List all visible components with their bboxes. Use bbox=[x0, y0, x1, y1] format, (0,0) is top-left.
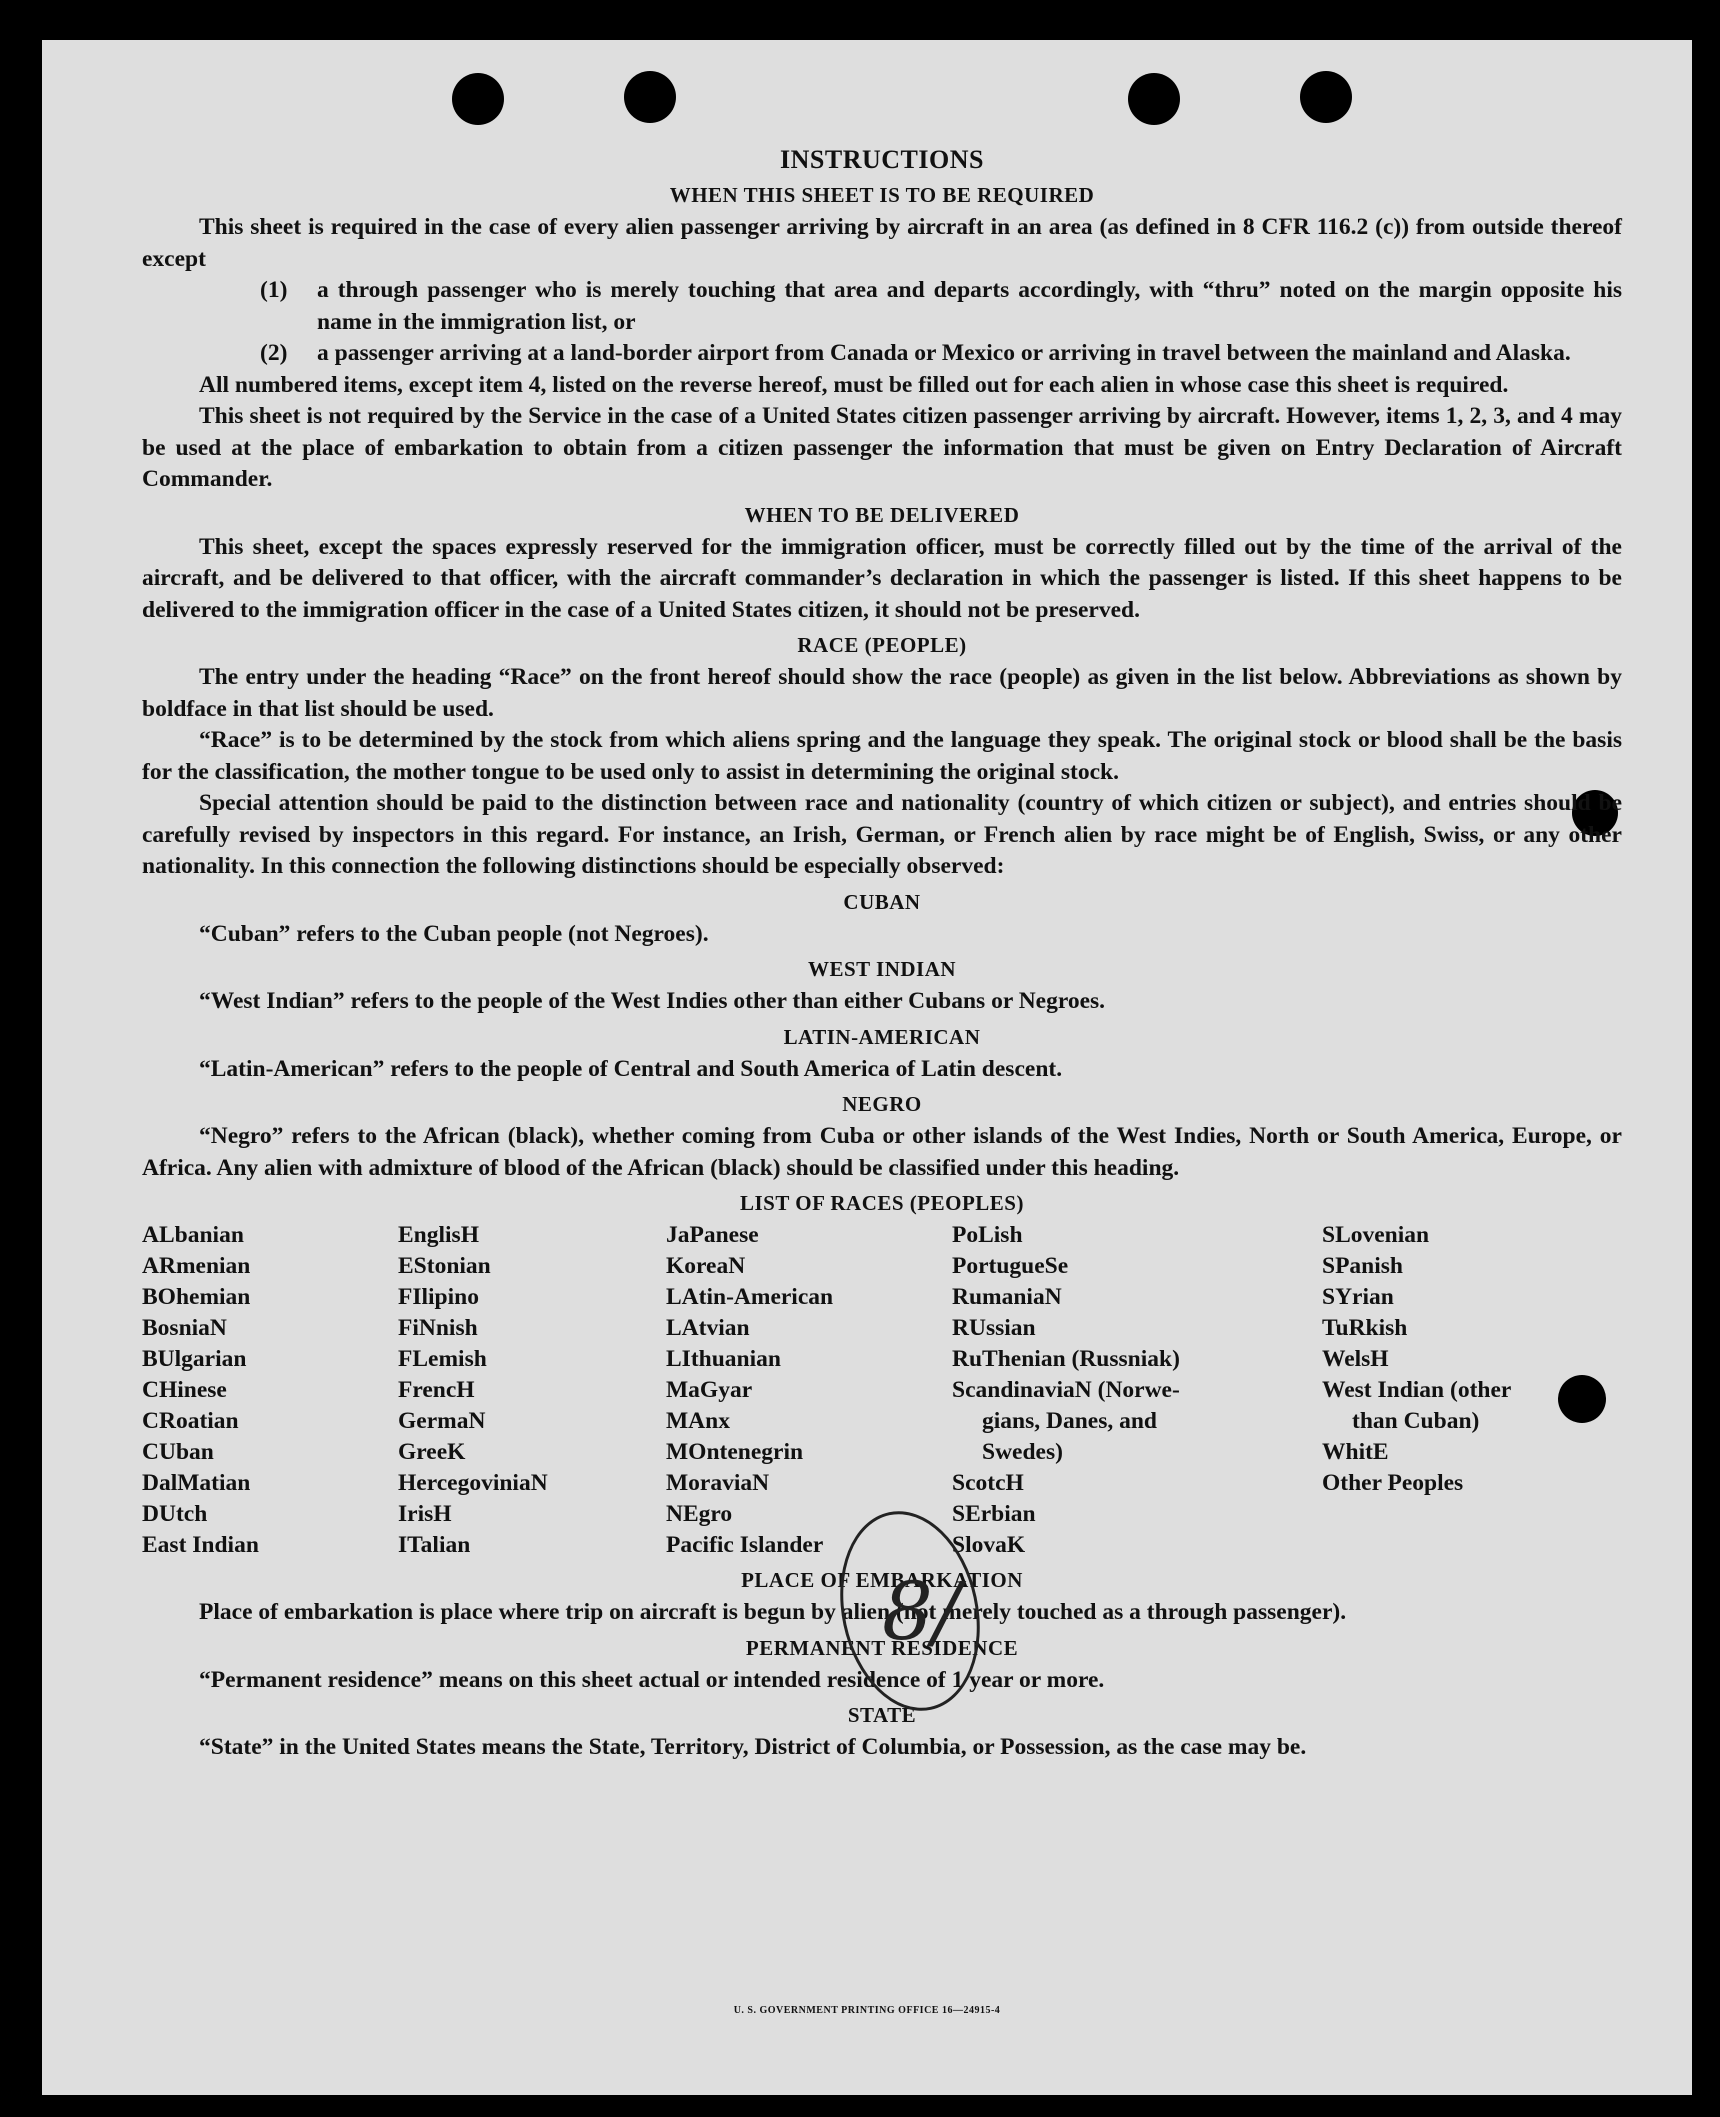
race-entry: MaGyar bbox=[666, 1377, 753, 1403]
document-page bbox=[42, 40, 1692, 2095]
race-entry: NEgro bbox=[666, 1501, 733, 1527]
punch-hole bbox=[1300, 71, 1352, 123]
race-entry: ITalian bbox=[398, 1532, 471, 1558]
paragraph: This sheet is required in the case of every alien passenger arriving by aircraft in an area (as defined in 8 CFR 116.2 (c)) from outside thereof except bbox=[142, 214, 1622, 272]
section-heading: WHEN THIS SHEET IS TO BE REQUIRED bbox=[669, 183, 1095, 207]
race-entry: Other Peoples bbox=[1322, 1470, 1464, 1496]
paragraph: “West Indian” refers to the people of the West Indies other than either Cubans or Negroes. bbox=[199, 988, 1106, 1014]
section-heading: WEST INDIAN bbox=[807, 957, 957, 981]
race-entry: LAtvian bbox=[666, 1315, 750, 1341]
race-entry: FiNnish bbox=[398, 1315, 478, 1341]
paragraph: “Race” is to be determined by the stock from which aliens spring and the language they speak. The original stock or blood shall be the basis for the classification, the mother tongue to be used only to assist in determining the original stock. bbox=[142, 727, 1622, 785]
race-column bbox=[952, 1220, 1322, 1561]
race-entry: WhitE bbox=[1322, 1439, 1389, 1465]
race-entry: ScotcH bbox=[952, 1470, 1024, 1496]
race-list bbox=[142, 1220, 1622, 1561]
paragraph: “State” in the United States means the State, Territory, District of Columbia, or Possession, as the case may be. bbox=[199, 1734, 1307, 1760]
race-entry: IrisH bbox=[398, 1501, 452, 1527]
paragraph: “Cuban” refers to the Cuban people (not Negroes). bbox=[199, 920, 709, 947]
race-entry: CRoatian bbox=[142, 1408, 239, 1434]
race-entry: SlovaK bbox=[952, 1532, 1026, 1558]
printer-footer: U. S. GOVERNMENT PRINTING OFFICE 16—24915-4 bbox=[733, 2005, 1001, 2016]
list-item bbox=[260, 275, 1622, 338]
race-entry: BUlgarian bbox=[142, 1346, 247, 1372]
punch-hole bbox=[624, 71, 676, 123]
race-entry: TuRkish bbox=[1322, 1315, 1408, 1341]
paragraph: The entry under the heading “Race” on the front hereof should show the race (people) as given in the list below. Abbreviations as shown by boldface in that list should be used. bbox=[142, 664, 1622, 722]
race-entry: JaPanese bbox=[666, 1222, 759, 1248]
race-entry: gians, Danes, and bbox=[982, 1408, 1157, 1434]
race-entry: SLovenian bbox=[1322, 1222, 1430, 1248]
race-entry: LAtin-American bbox=[666, 1284, 834, 1310]
list-item bbox=[260, 338, 1622, 370]
race-entry: RUssian bbox=[952, 1315, 1036, 1341]
section-heading: NEGRO bbox=[842, 1092, 922, 1116]
race-entry: HercegoviniaN bbox=[398, 1470, 548, 1496]
race-entry: CUban bbox=[142, 1439, 214, 1465]
paragraph: All numbered items, except item 4, listed on the reverse hereof, must be filled out for each alien in whose case this sheet is required. bbox=[199, 371, 1509, 398]
page-title: INSTRUCTIONS bbox=[780, 145, 984, 174]
race-entry: EStonian bbox=[398, 1253, 491, 1279]
section-heading: PLACE OF EMBARKATION bbox=[741, 1568, 1023, 1592]
section-heading: WHEN TO BE DELIVERED bbox=[744, 502, 1020, 527]
paragraph: Place of embarkation is place where trip on aircraft is begun by alien (not merely touched as a through passenger). bbox=[199, 1599, 1347, 1625]
race-entry: GreeK bbox=[398, 1439, 466, 1465]
paragraph: “Permanent residence” means on this sheet actual or intended residence of 1 year or more. bbox=[199, 1666, 1105, 1693]
race-entry: PortugueSe bbox=[952, 1253, 1069, 1279]
race-entry: SErbian bbox=[952, 1501, 1036, 1527]
paragraph: Special attention should be paid to the distinction between race and nationality (country of which citizen or subject), and entries should be carefully revised by inspectors in this regard. For instance, an Irish, German, or French alien by race might be of English, Swiss, or any other nationality. In this connection the following distinctions should be especially observed: bbox=[142, 790, 1622, 879]
section-heading: LATIN-AMERICAN bbox=[783, 1024, 981, 1049]
section-heading: CUBAN bbox=[843, 889, 921, 914]
race-entry: MOntenegrin bbox=[666, 1439, 804, 1465]
race-entry: ALbanian bbox=[142, 1222, 244, 1248]
section-heading: PERMANENT RESIDENCE bbox=[745, 1635, 1019, 1660]
race-entry: MAnx bbox=[666, 1408, 730, 1434]
race-entry: Swedes) bbox=[982, 1439, 1063, 1465]
race-entry: CHinese bbox=[142, 1377, 227, 1403]
item-number: (2) bbox=[260, 340, 288, 366]
race-entry: FrencH bbox=[398, 1377, 475, 1403]
item-text: a passenger arriving at a land-border airport from Canada or Mexico or arriving in travel between the mainland and Alaska. bbox=[317, 340, 1571, 366]
item-number: (1) bbox=[260, 277, 288, 303]
paragraph: This sheet is not required by the Service in the case of a United States citizen passenger arriving by aircraft. However, items 1, 2, 3, and 4 may be used at the place of embarkation to obtain from a citizen passenger the information that must be given on Entry Declaration of Aircraft Commander. bbox=[142, 403, 1622, 492]
item-text: a through passenger who is merely touching that area and departs accordingly, with “thru” noted on the margin opposite his name in the immigration list, or bbox=[317, 277, 1622, 335]
race-entry: than Cuban) bbox=[1352, 1408, 1480, 1434]
paragraph: This sheet, except the spaces expressly reserved for the immigration officer, must be correctly filled out by the time of the arrival of the aircraft, and be delivered to that officer, with the aircraft commander’s declaration in which the passenger is listed. If this sheet happens to be delivered to the immigration officer in the case of a United States citizen, it should not be preserved. bbox=[142, 533, 1622, 623]
section-heading: LIST OF RACES (PEOPLES) bbox=[740, 1191, 1024, 1215]
section-heading: RACE (PEOPLE) bbox=[797, 633, 967, 657]
race-entry: ARmenian bbox=[142, 1253, 251, 1279]
race-entry: MoraviaN bbox=[666, 1470, 770, 1496]
race-entry: RumaniaN bbox=[952, 1284, 1062, 1310]
paragraph: “Negro” refers to the African (black), whether coming from Cuba or other islands of the West Indies, North or South America, Europe, or Africa. Any alien with admixture of blood of the African (black) should be classified under this heading. bbox=[142, 1123, 1622, 1181]
race-entry: BosniaN bbox=[142, 1315, 227, 1341]
punch-hole bbox=[1128, 73, 1180, 125]
race-entry: West Indian (other bbox=[1322, 1377, 1512, 1403]
race-entry: FLemish bbox=[398, 1346, 487, 1372]
race-column bbox=[1322, 1220, 1622, 1561]
race-entry: DalMatian bbox=[142, 1470, 251, 1496]
race-entry: DUtch bbox=[142, 1501, 208, 1527]
race-entry: BOhemian bbox=[142, 1284, 251, 1310]
section-heading: STATE bbox=[847, 1703, 917, 1727]
race-column bbox=[142, 1220, 398, 1561]
race-entry: SPanish bbox=[1322, 1253, 1403, 1279]
race-entry: RuThenian (Russniak) bbox=[952, 1346, 1180, 1372]
race-column bbox=[666, 1220, 952, 1561]
race-entry: GermaN bbox=[398, 1408, 486, 1434]
race-entry: WelsH bbox=[1322, 1346, 1389, 1372]
race-entry: EnglisH bbox=[398, 1222, 479, 1248]
race-entry: SYrian bbox=[1322, 1284, 1394, 1310]
race-entry: LIthuanian bbox=[666, 1346, 781, 1372]
handwritten-mark: 8/ bbox=[882, 1565, 960, 1658]
race-entry: ScandinaviaN (Norwe- bbox=[952, 1377, 1180, 1403]
race-entry: Pacific Islander bbox=[666, 1532, 824, 1558]
race-entry: KoreaN bbox=[666, 1253, 746, 1279]
race-entry: PoLish bbox=[952, 1222, 1023, 1248]
race-column bbox=[398, 1220, 666, 1561]
punch-hole bbox=[452, 73, 504, 125]
race-entry: East Indian bbox=[142, 1532, 259, 1558]
race-entry: FIlipino bbox=[398, 1284, 479, 1310]
paragraph: “Latin-American” refers to the people of Central and South America of Latin descent. bbox=[199, 1055, 1063, 1082]
